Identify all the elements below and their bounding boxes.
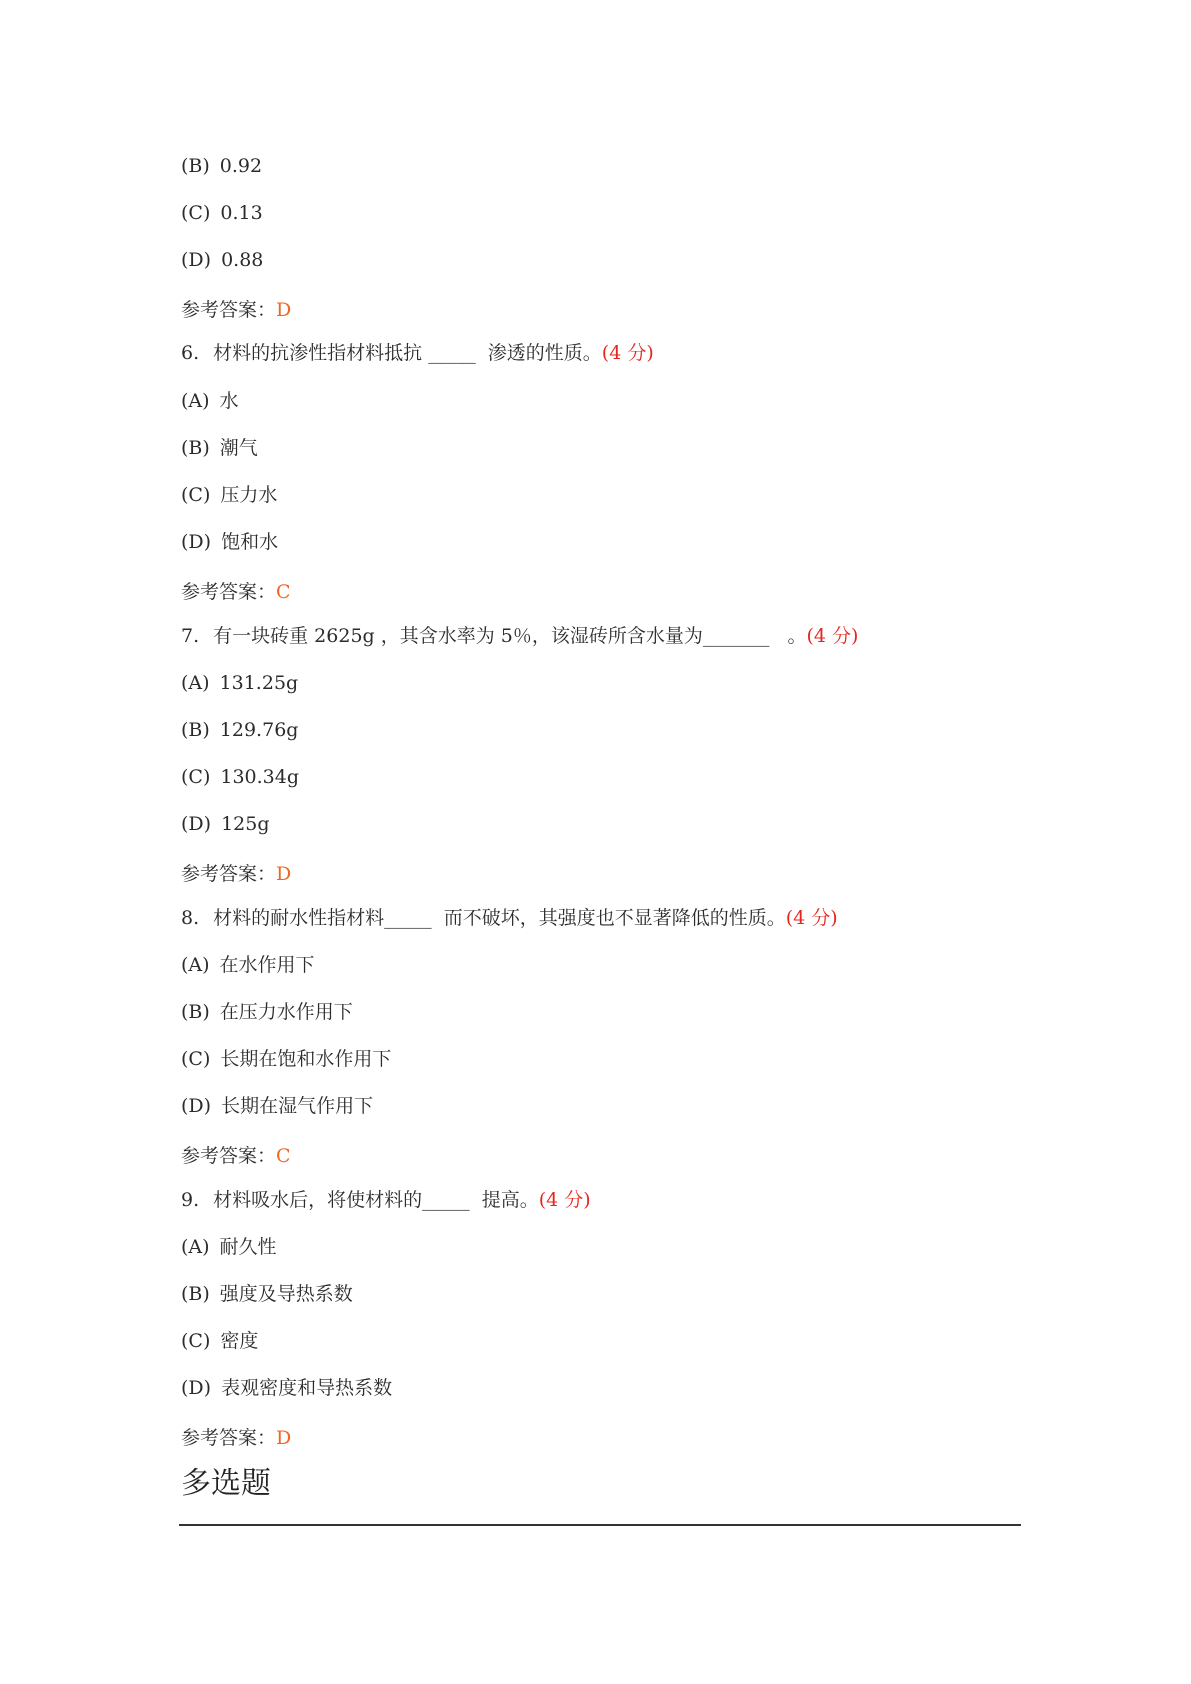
section-title-multiple-choice: 多选题 xyxy=(181,1466,271,1501)
question-6: 6. 材料的抗渗性指材料抵抗 _____ 渗透的性质。(4 分) xyxy=(181,342,654,364)
option-q6-a: (A) 水 xyxy=(181,390,239,412)
option-q9-b: (B) 强度及导热系数 xyxy=(181,1283,353,1305)
option-q7-c: (C) 130.34g xyxy=(181,766,300,788)
option-q8-d: (D) 长期在湿气作用下 xyxy=(181,1095,374,1117)
option-q8-c: (C) 长期在饱和水作用下 xyxy=(181,1048,392,1070)
option-q7-a: (A) 131.25g xyxy=(181,672,299,694)
option-q7-b: (B) 129.76g xyxy=(181,719,299,741)
option-q6-d: (D) 饱和水 xyxy=(181,531,279,553)
question-8: 8. 材料的耐水性指材料_____ 而不破坏，其强度也不显著降低的性质。(4 分) xyxy=(181,907,838,929)
option-q6-c: (C) 压力水 xyxy=(181,484,278,506)
section-divider xyxy=(179,1524,1021,1526)
option-q6-b: (B) 潮气 xyxy=(181,437,258,459)
answer-q5: 参考答案：D xyxy=(181,299,292,321)
answer-q6: 参考答案：C xyxy=(181,581,291,603)
option-q8-b: (B) 在压力水作用下 xyxy=(181,1001,353,1023)
answer-q7: 参考答案：D xyxy=(181,863,292,885)
option-q9-a: (A) 耐久性 xyxy=(181,1236,277,1258)
option-q5-b: (B) 0.92 xyxy=(181,155,263,177)
option-q5-d: (D) 0.88 xyxy=(181,249,264,271)
option-q5-c: (C) 0.13 xyxy=(181,202,263,224)
question-7: 7. 有一块砖重 2625g ，其含水率为 5％，该湿砖所含水量为_______ 。(4 分) xyxy=(181,625,859,647)
answer-q8: 参考答案：C xyxy=(181,1145,291,1167)
question-9: 9. 材料吸水后，将使材料的_____ 提高。(4 分) xyxy=(181,1189,591,1211)
answer-q9: 参考答案：D xyxy=(181,1427,292,1449)
option-q8-a: (A) 在水作用下 xyxy=(181,954,315,976)
option-q9-c: (C) 密度 xyxy=(181,1330,259,1352)
option-q7-d: (D) 125g xyxy=(181,813,270,835)
option-q9-d: (D) 表观密度和导热系数 xyxy=(181,1377,393,1399)
